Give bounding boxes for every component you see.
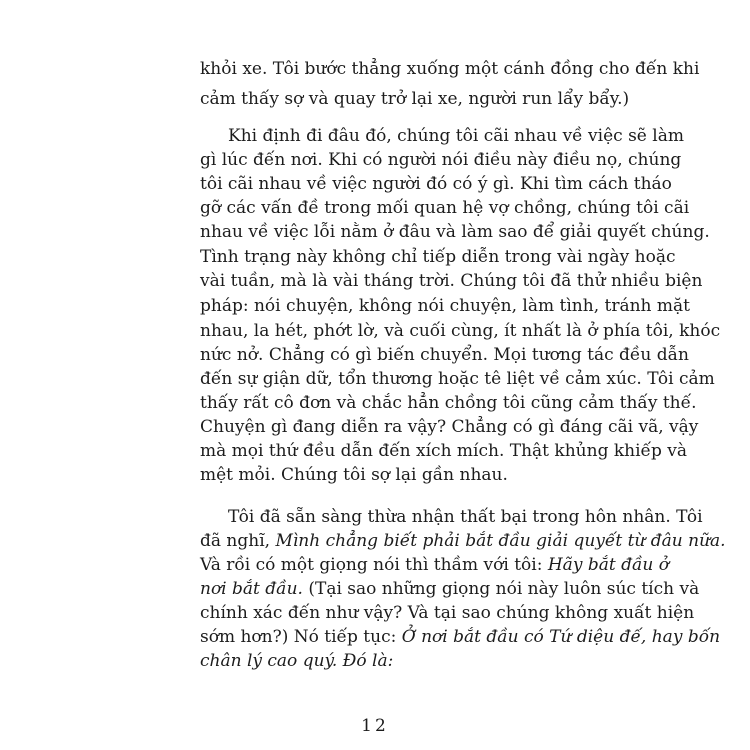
text-line: pháp: nói chuyện, không nói chuyện, làm tình, tránh mặt xyxy=(200,296,690,316)
italic-voice: Hãy bắt đầu ở xyxy=(547,555,669,575)
italic-thought: Mình chẳng biết phải bắt đầu giải quyết từ đâu nữa. xyxy=(275,531,726,551)
text-line: Khi định đi đâu đó, chúng tôi cãi nhau về việc sẽ làm xyxy=(228,126,684,146)
text-line: chính xác đến như vậy? Và tại sao chúng không xuất hiện xyxy=(200,603,695,623)
text-line: tôi cãi nhau về việc người đó có ý gì. Khi tìm cách tháo xyxy=(200,174,672,194)
text-line: mà mọi thứ đều dẫn đến xích mích. Thật khủng khiếp và xyxy=(200,441,688,461)
text-line: chân lý cao quý. Đó là: xyxy=(200,651,394,671)
text-line: gì lúc đến nơi. Khi có người nói điều này điều nọ, chúng xyxy=(200,150,682,170)
text-line: cảm thấy sợ và quay trở lại xe, người run lẩy bẩy.) xyxy=(200,89,630,109)
text-line xyxy=(200,625,721,649)
text-line xyxy=(200,529,726,553)
text-line: gỡ các vấn đề trong mối quan hệ vợ chồng, chúng tôi cãi xyxy=(200,198,690,218)
text-line: thấy rất cô đơn và chắc hẳn chồng tôi cũng cảm thấy thế. xyxy=(200,393,697,413)
text-line xyxy=(200,553,669,577)
text-line: Chuyện gì đang diễn ra vậy? Chẳng có gì đáng cãi vã, vậy xyxy=(200,417,699,437)
page-number: 12 xyxy=(361,716,389,736)
text-line: Tôi đã sẵn sàng thừa nhận thất bại trong hôn nhân. Tôi xyxy=(228,507,703,527)
text-line: nhau, la hét, phớt lờ, và cuối cùng, ít nhất là ở phía tôi, khóc xyxy=(200,321,721,341)
text-line: đến sự giận dữ, tổn thương hoặc tê liệt về cảm xúc. Tôi cảm xyxy=(200,369,715,389)
text-line: Tình trạng này không chỉ tiếp diễn trong vài ngày hoặc xyxy=(200,247,676,267)
italic-voice: nơi bắt đầu. xyxy=(200,579,303,599)
text-span: đã nghĩ, xyxy=(200,531,276,551)
text-span: (Tại sao những giọng nói này luôn súc tích và xyxy=(302,579,700,599)
italic-voice: Ở nơi bắt đầu có Tứ diệu đế, hay bốn xyxy=(401,627,721,647)
text-line: khỏi xe. Tôi bước thẳng xuống một cánh đồng cho đến khi xyxy=(200,59,700,79)
text-span: Và rồi có một giọng nói thì thầm với tôi: xyxy=(200,555,548,575)
text-line: mệt mỏi. Chúng tôi sợ lại gần nhau. xyxy=(200,465,508,485)
text-span: sớm hơn?) Nó tiếp tục: xyxy=(200,627,402,647)
text-line: nhau về việc lỗi nằm ở đâu và làm sao để giải quyết chúng. xyxy=(200,222,710,242)
text-line: vài tuần, mà là vài tháng trời. Chúng tôi đã thử nhiều biện xyxy=(200,271,703,291)
text-line: nức nở. Chẳng có gì biến chuyển. Mọi tương tác đều dẫn xyxy=(200,345,689,365)
text-line xyxy=(200,577,700,601)
